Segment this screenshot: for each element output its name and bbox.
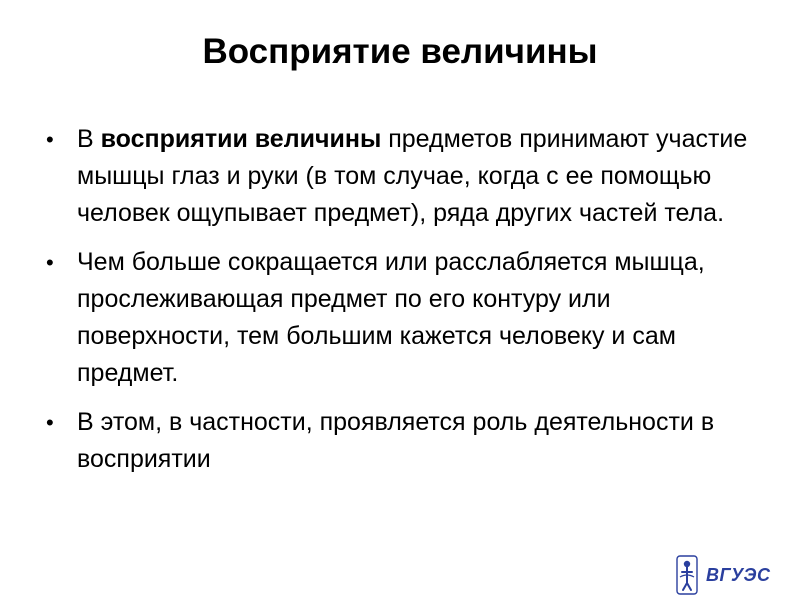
bullet-list [46, 121, 767, 490]
bullet-text-plain: предметов принимают участие мышцы глаз и руки (в том случае, когда с ее помощью человек ощупывает предмет), ряда других частей тела. [77, 125, 748, 227]
bullet-text [77, 125, 747, 227]
university-logo [676, 555, 776, 597]
bullet-marker: • [46, 410, 54, 435]
bullet-item [46, 404, 767, 478]
bullet-item [46, 121, 767, 232]
bullet-text-bold: восприятии величины [100, 125, 382, 153]
bullet-item [46, 244, 767, 392]
bullet-marker: • [46, 127, 54, 152]
bullet-text: Чем больше сокращается или расслабляется мышца, прослеживающая предмет по его контуру или поверхности, тем большим кажется человеку и сам предмет. [77, 248, 705, 387]
bullet-marker: • [46, 250, 54, 275]
bullet-text: В этом, в частности, проявляется роль деятельности в восприятии [77, 408, 715, 473]
university-emblem-icon [676, 555, 698, 595]
bullet-text-plain: В [77, 125, 101, 153]
logo-text: ВГУЭС [706, 565, 771, 585]
slide-title: Восприятие величины [202, 32, 598, 71]
